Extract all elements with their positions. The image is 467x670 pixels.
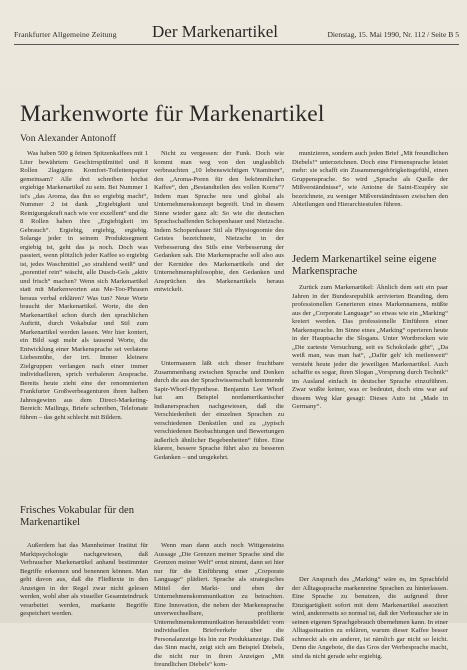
body-paragraph: munizieren, sondern auch jeden Brief „Mit freundlichen Diebels!“ unterzeichnen. Doch eine Firmensprache leistet mehr: sie schafft ein Zusammengehörigkeitsgefühl, einen Gruppensprache. So wird „Sprache als Quelle der Mißverständnisse“, wie Antoine de Saint-Exupéry sie bezeichnete, zu weniger Mißverständnissen zwischen den Abteilungen und Hierarchiestufen führen. <box>292 150 448 208</box>
body-paragraph: Wenn man dann auch noch Wittgensteins Aussage „Die Grenzen meiner Sprache sind die Grenzen meiner Welt“ ernst nimmt, dann sei hier nur für die Einführung einer „Corporate Language“ plädiert. Sprache als strategisches Mittel der Markt- und eben der Unternehmenskommunikation zu betrachten. Eine Innovation, die neben der Markensprache unverwechselbare, profilierte Unternehmenskommunikation herausbildet: vom individuellen Briefverkehr über die Personalanzeige bis hin zur Produktanzeige. Daß das Sinn macht, zeigt sich am Beispiel Diebels, die nicht nur in ihren Anzeigen „Mit freundlichen Diebels“ kom- <box>154 542 284 668</box>
issue-date: Dienstag, 15. Mai 1990, Nr. 112 / Seite B 5 <box>327 30 459 39</box>
body-paragraph: Untermauern läßt sich dieser fruchtbare Zusammenhang zwischen Sprache und Denken durch die aus der Sprachwissenschaft kommende Sapir-Whorf-Hypothese. Benjamin Lee Whorf hat am Beispiel nordamerikanischer Indianersprachen nachgewiesen, daß die Verschiedenheit der einzelnen Sprachen zu verschiedenen Denkstilen und zu „typisch verschiedenen Beobachtungen und Bewertungen äußerlich ähnlicher Begebenheiten“ führe. Eine klarere, bessere Sprache führt also zu besseren Gedanken – und umgekehrt. <box>154 360 284 461</box>
article-headline: Markenworte für Markenartikel <box>20 101 325 127</box>
subheading: Jedem Markenartikel seine eigene Markensprache <box>292 254 437 277</box>
subheading: Frisches Vokabular für den Markenartikel <box>20 505 135 528</box>
masthead <box>14 20 459 45</box>
body-paragraph: Der Anspruch des „Marking“ wäre es, im Sprachfeld der Alltagssprache markenreine Sprachen zu hinterlassen. Eine Sprache zu benutzen, die aufgrund ihrer Einzigartigkeit sofort mit dem Markenartikel assoziiert wird, andererseits so normal ist, daß der Verbraucher sie in seinen eigenen Sprachgebrauch übernehmen kann. In einer Alltagssituation zu erklären, warum dieser Kaffee besser schmeckt als ein anderer, ist nämlich gar nicht so leicht. Denn die Angebote, die das Gros der Werbesprache macht, sind da nicht gerade sehr ergiebig. <box>292 576 448 660</box>
body-paragraph: Was haben 500 g feinen Spitzenkaffees mit 1 Liter bewährtem Geschirrspülmittel und 8 Rollen 2lagigem Komfort-Toilettenpapier gemeinsam? Alle drei schreiben höchst ergiebige Markenartikel zu sein. Bei Nummer 1 ist's „das Aroma, das ihn so ergiebig macht“, Nummer 2 ist dank „Ergiebigkeit und Reinigungskraft nach wie vor exzellent“ und die 8 Rollen haben ihre „Ergiebigkeit im Gebrauch“. Ergiebig, ergiebig, ergiebig. Solange jeder in seinem Produktsegment ergiebig ist, geht das ja noch. Doch was passiert, wenn plötzlich jeder Kaffee so ergiebig ist, jedes Waschmittel „so strahlend weiß“ und „porentief rein“ wäscht, alle Dusch-Gels „aktiv und frisch“ machen? Wenn sich Markenartikel statt mit Markenworten aus Me-Too-Phrasen heraus verbal erklären? Was tun? Neue Worte braucht der Markenartikel. Worte, die den Markenartikel schon durch den sprachlichen Auftritt, durch Vokabular und Stil zum Markenartikel werden lassen. Wer hier kontert, ein Bild sagt mehr als tausend Worte, die Entwicklung einer Markensprache sei verlatene Liebesmühe, der irrt. Immer kleinere Zielgruppen verlangen nach einer immer individuelleren, sprich verbaleren Ansprache. Bereits heute zieht eine der renommierten Frankfurter Großwerbeagenturen ihren halben Jahresgewinn aus dem Direct-Marketing-Bereich: Mailings, Briefe schreiben, Telefonate führen – das geht schlecht mit Bildern. <box>20 150 148 421</box>
section-title: Der Markenartikel <box>152 22 279 41</box>
article-byline: Von Alexander Antonoff <box>20 133 116 144</box>
body-paragraph: Zurück zum Markenartikel: Ähnlich dem seit ein paar Jahren in der Bundesrepublik arrivierten Branding, dem professionellen Generieren eines Markennamens, müßte aus der „Corporate Language“ so etwas wie ein „Marking“ kreiert werden. Das professionelle Einführen einer Markensprache. Im Sinne eines „Marking“ operieren heute in der Hauptsache die Slogans. Unter Wortbrocken wie „Die zarteste Versuchung, seit es Schokolade gibt“, „Da weiß man, was man hat“, „Dafür geh' ich meilenweit“ versteht heute jeder die jeweiligen Markenartikel. Auch schaffte es sogar, ihren Slogan „Vorsprung durch Technik“ im Ausland einfach in deutscher Sprache einzuführen. Zwar wußte keiner, was er bedeutet, doch eins war auf diesem Weg klar gesagt: Dieses Auto ist „Made in Germany“. <box>292 284 448 410</box>
newspaper-name: Frankfurter Allgemeine Zeitung <box>14 30 117 39</box>
body-paragraph: Außerdem hat das Mannheimer Institut für Marktpsychologie nachgewiesen, daß Verbraucher Markenartikel anhand bestimmter Begriffe erkennen und benennen können. Man geht davon aus, daß die Fließtexte in den Anzeigen in der Regel zwar nicht gelesen werden, wohl aber als visueller Gesamteindruck verarbeitet werden, markante Begriffe gespeichert werden. <box>20 542 148 617</box>
body-paragraph: Nicht zu vergessen: der Funk. Doch wie kommt man weg von den unglaublich verbrauchten „10 lebenswichtigen Vitaminen“, den „Aroma-Poren für den bekömmlichen Kaffee“, den „Bestandteilen des vollen Korns“? Indem man Sprache neu und global als Unternehmenskonzept begreift. Und in diesem Sinne wieder ganz alt: So wie die deutschen Sprachschaffenden Schopenhauer und Nietzsche. Indem Schopenhauer Stil als Physiognomie des Geistes bezeichnete, Nietzsche in der Verbesserung des Stils eine Verbesserung der Gedanken sah. Die Markensprache soll also aus der Kernidee des Markenartikels und der Unternehmensphilosophie, den Gedanken und Ansprüchen des Markenartikels heraus entwickelt. <box>154 150 284 293</box>
